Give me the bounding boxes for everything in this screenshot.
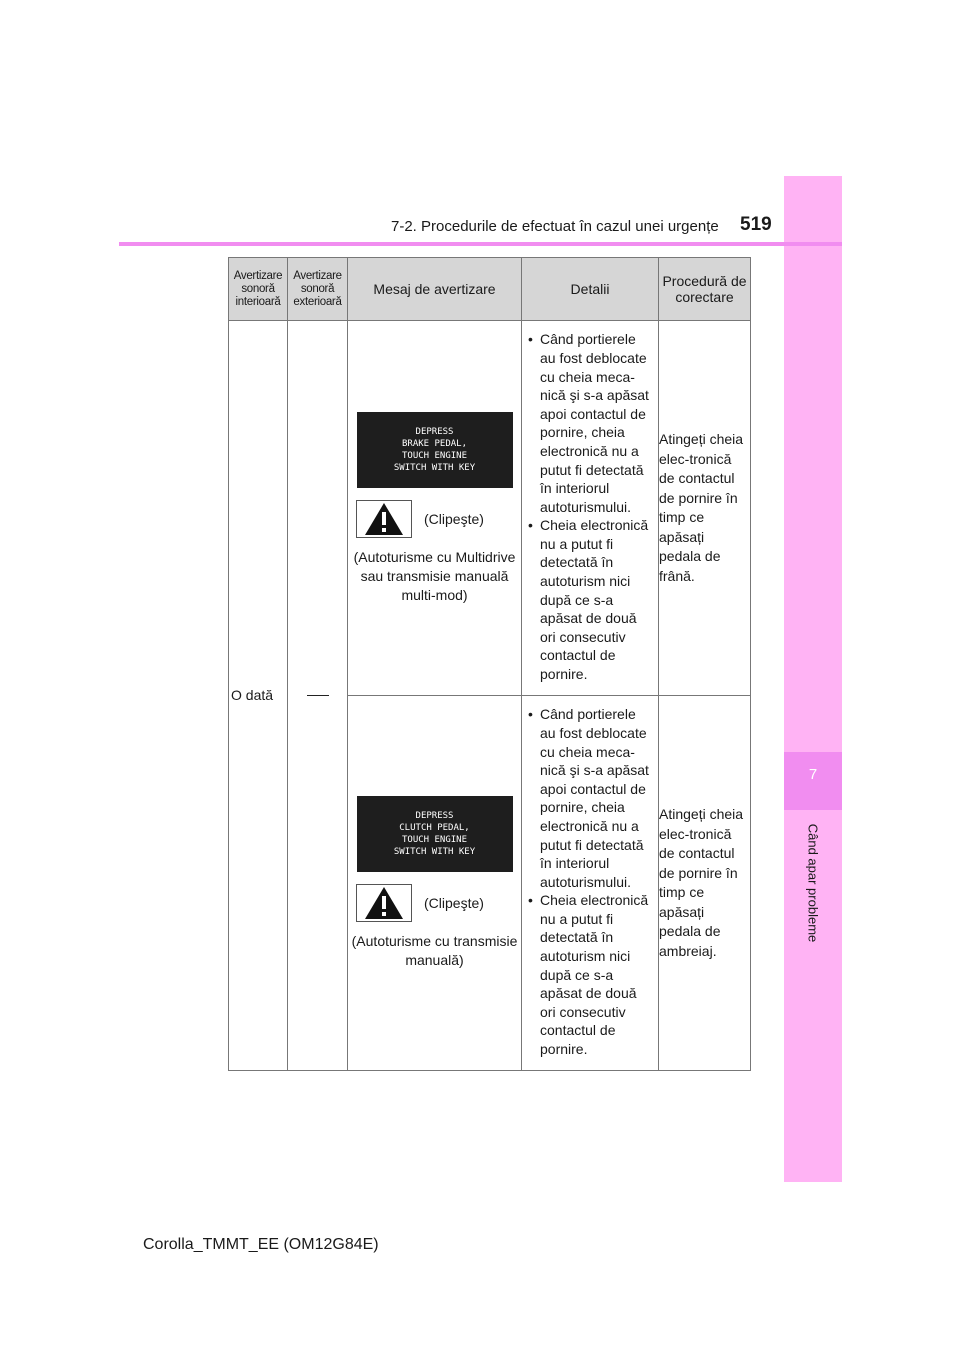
warning-triangle-icon xyxy=(356,500,412,538)
list-item: • Cheia electronică nu a putut fi detectată în autoturism nici după ce s-a apăsat de două ori consecutiv contactul de pornire. xyxy=(526,516,654,683)
correction-cell: Atingeți cheia elec-tronică de contactul de pornire în timp ce apăsați pedala de frână. xyxy=(659,321,751,696)
lcd-line: DEPRESS xyxy=(415,811,454,821)
interior-buzzer-value: O dată xyxy=(229,321,288,1071)
master-warning xyxy=(356,500,521,538)
lcd-message xyxy=(357,412,513,488)
dash-mark xyxy=(307,695,329,696)
warning-table xyxy=(228,257,751,1071)
chapter-number: 7 xyxy=(808,766,818,783)
exterior-buzzer-value xyxy=(288,321,348,1071)
warning-message-cell xyxy=(348,321,522,696)
footer-model-code: Corolla_TMMT_EE (OM12G84E) xyxy=(143,1236,379,1253)
col-correction: Procedură de corectare xyxy=(659,258,751,321)
lcd-line: DEPRESS xyxy=(415,426,454,437)
lcd-line: TOUCH ENGINE xyxy=(401,835,468,845)
list-item: • Cheia electronică nu a putut fi detectată în autoturism nici după ce s-a apăsat de două ori consecutiv contactul de pornire. xyxy=(526,891,654,1058)
header-divider xyxy=(119,242,842,246)
list-item: • Când portierele au fost deblocate cu cheia meca-nică şi s-a apăsat apoi contactul de pornire, cheia electronică nu a putut fi detectată în interiorul autoturismului. xyxy=(526,705,654,891)
vehicle-note: (Autoturisme cu Multidrive sau transmisie manuală multi-mod) xyxy=(353,548,516,603)
flash-label: (Clipeşte) xyxy=(424,510,484,527)
list-item: • Când portierele au fost deblocate cu cheia meca-nică şi s-a apăsat apoi contactul de pornire, cheia electronică nu a putut fi detectată în interiorul autoturismului. xyxy=(526,330,654,516)
lcd-line: TOUCH ENGINE xyxy=(401,450,468,461)
details-cell xyxy=(522,696,659,1071)
flash-label: (Clipeşte) xyxy=(424,895,484,911)
page-number: 519 xyxy=(740,214,772,235)
col-exterior-buzzer: Avertizare sonoră exterioară xyxy=(288,258,348,321)
col-details: Detalii xyxy=(522,258,659,321)
section-title: 7-2. Procedurile de efectuat în cazul unei urgențe xyxy=(391,218,719,235)
col-interior-buzzer: Avertizare sonoră interioară xyxy=(229,258,288,321)
master-warning xyxy=(356,884,521,922)
side-tab xyxy=(784,176,842,1182)
correction-cell: Atingeți cheia elec-tronică de contactul de pornire în timp ce apăsați pedala de ambreiaj. xyxy=(659,696,751,1071)
warning-message-cell xyxy=(348,696,522,1071)
lcd-line: SWITCH WITH KEY xyxy=(393,847,476,857)
table-header-row xyxy=(229,258,751,321)
col-warning-message: Mesaj de avertizare xyxy=(348,258,522,321)
lcd-line: CLUTCH PEDAL, xyxy=(399,823,470,833)
table-row xyxy=(229,321,751,696)
lcd-line: SWITCH WITH KEY xyxy=(393,462,476,473)
lcd-line: BRAKE PEDAL, xyxy=(401,438,468,449)
chapter-label: Când apar probleme xyxy=(805,823,821,943)
details-cell xyxy=(522,321,659,696)
vehicle-note: (Autoturisme cu transmisie manuală) xyxy=(351,933,518,968)
lcd-message xyxy=(357,796,513,872)
warning-triangle-icon xyxy=(356,884,412,922)
